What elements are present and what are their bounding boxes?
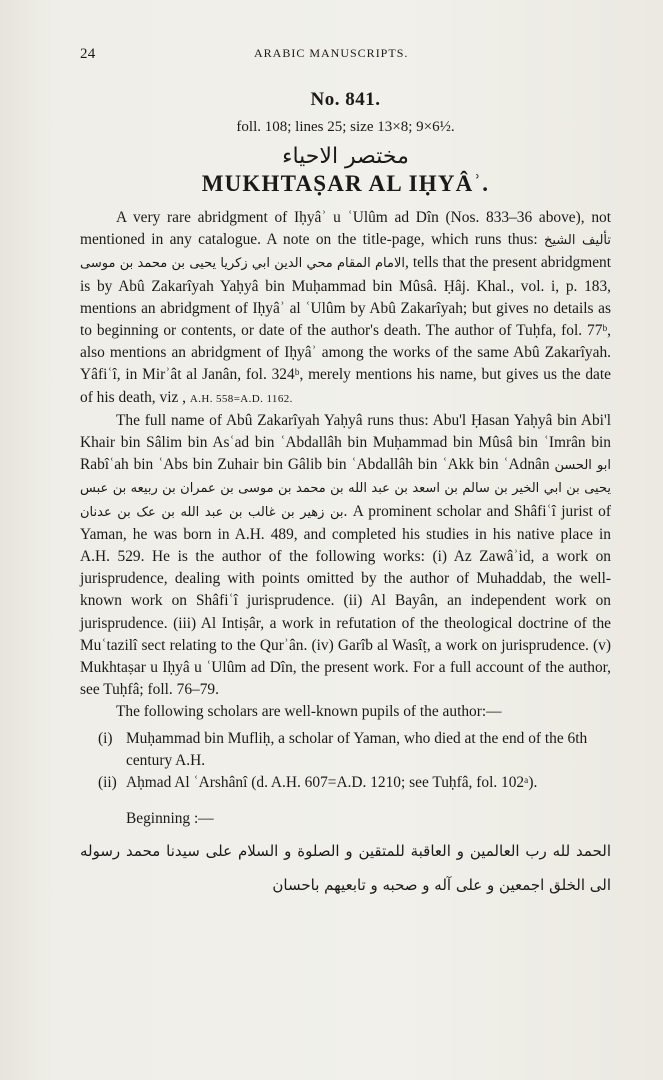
death-date: A.H. 558=A.D. 1162. [189,392,293,405]
running-head [80,46,611,61]
beginning-arabic-text: الحمد لله رب العالمين و العاقبة للمتقين و الصلوة و السلام على سيدنا محمد رسوله الى الخلق اجمعين و على آله و صحبه و تابعيهم باحسان [80,842,611,895]
paragraph-description [80,207,611,410]
author-full-name-arabic: ابو الحسن يحيى بن ابي الخير بن سالم بن اسعد بن عبد الله بن محمد بن موسى بن عمران بن ربيعه بن عبس بن زهير بن غالب بن عبد الله بن عک بن عدنان [80,458,611,520]
beginning-label: Beginning :— [126,810,214,828]
paragraph-author [80,410,611,702]
paragraph-author-part1: The full name of Abû Zakarîyah Yaḥyâ runs thus: Abu'l Ḥasan Yaḥyâ bin Abi'l Khair bin Sâlim bin Asʿad bin ʿAbdallâh bin Muḥammad bin Mûsâ bin ʿImrân bin Rabîʿah bin ʿAbs bin Zuhair bin Gâlib bin ʿAbdallâh bin ʿAkk bin ʿAdnân [80,411,611,474]
list-item-number: (i) [98,729,113,747]
collation-line: foll. 108; lines 25; size 13×8; 9×6½. [236,119,455,135]
running-title: ARABIC MANUSCRIPTS. [254,46,409,60]
list-item-text: Aḥmad Al ʿArshânî (d. A.H. 607=A.D. 1210; see Tuḥfâ, fol. 102ᵃ). [126,774,538,792]
manuscript-number: No. 841. [310,89,381,110]
list-item [80,772,611,794]
pupils-list [80,728,611,795]
title-page-note-arabic: تأليف الشيخ الامام المقام محي الدين ابي زكريا يحيى بن محمد بن موسى [80,233,611,272]
list-item-text: Muḥammad bin Mufliḥ, a scholar of Yaman, who died at the end of the 6th century A.H. [126,729,588,769]
paragraph-description-part1: A very rare abridgment of Iḥyâʾ u ʿUlûm ad Dîn (Nos. 833–36 above), not mentioned in any catalogue. A note on the title-page, which runs thus: [80,209,611,249]
paragraph-author-part2: . A prominent scholar and Shâfiʿî jurist of Yaman, he was born in A.H. 489, and completed his studies in his native place in A.H. 529. He is the author of the following works: (i) Az Zawâʾid, a work on jurisprudence, dealing with points omitted by the author of Muhaddab, the well-known work on Shâfiʿî jurisprudence. (ii) Al Bayân, an independent work on jurisprudence. (iii) Al Intiṣâr, a work in refutation of the theological doctrine of the Muʿtazilî sect relating to the Qurʾân. (iv) Garîb al Wasîṭ, a work on jurisprudence. (v) Mukhtaṣar u Iḥyâ u ʿUlûm ad Dîn, the present work. For a full account of the author, see Tuḥfâ; foll. 76–79. [80,502,611,699]
arabic-title: مختصر الاحياء [282,144,409,169]
paragraph-description-part2: , tells that the present abridgment is by Abû Zakarîyah Yaḥyâ bin Muḥammad bin Mûsâ. Ḥâj. Khal., vol. i, p. 183, mentions an abridgment of Iḥyâʾ al ʿUlûm by Abû Zakarîyah; but gives no details as to beginning or contents, or date of the author's death. The author of Tuḥfa, fol. 77ᵇ, also mentions an abridgment of Iḥyâʾ among the works of the same Abû Zakarîyah. Yâfiʿî, in Mirʾât al Janân, fol. 324ᵇ, merely mentions his name, but gives us the date of his death, viz , [80,254,612,406]
list-item-number: (ii) [98,774,117,792]
list-item [80,728,611,772]
paragraph-pupils-intro: The following scholars are well-known pupils of the author:— [116,703,502,721]
page-number: 24 [80,46,96,62]
work-title: MUKHTAṢAR AL IḤYÂʾ. [201,171,490,196]
